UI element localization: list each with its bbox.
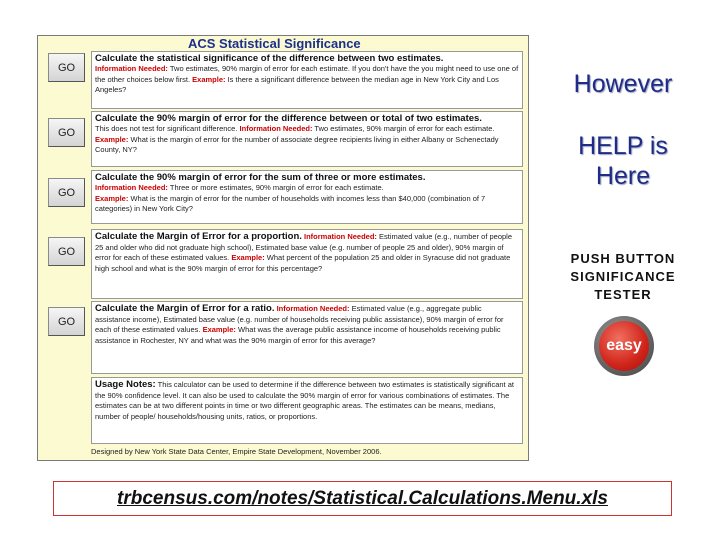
example-label: Example: [231, 253, 265, 263]
panel-title: ACS Statistical Significance [188, 36, 361, 51]
push-caption-line3: TESTER [594, 287, 652, 302]
example-text: Is there a significant difference between the median age in New York City and Los Angeles? [95, 74, 499, 95]
push-caption-line1: PUSH BUTTON [570, 251, 676, 266]
info-needed-label: Information Needed: [95, 64, 168, 73]
spreadsheet-url-link[interactable]: trbcensus.com/notes/Statistical.Calculations.Menu.xls [53, 481, 672, 516]
help-heading [548, 131, 698, 191]
info-needed-label: Information Needed: [304, 232, 377, 241]
example-label: Example: [95, 134, 129, 144]
easy-button-label: easy [599, 321, 649, 371]
info-needed-text: Two estimates, 90% margin of error for each estimate. If you don't have the you might need to use one of the other choices below first. [95, 64, 519, 84]
go-button-ratio-moe[interactable]: GO [48, 307, 85, 336]
section-proportion-moe [91, 229, 523, 299]
go-button-difference-moe[interactable]: GO [48, 118, 85, 147]
section-difference-significance [91, 51, 523, 109]
info-needed-text: Estimated value (e.g., number of people 25 and older who did not graduate high school), Estimated base value (e.g. number of people 25 and older), 90% margin of error for each of these estimated values. [95, 232, 513, 263]
info-needed-label: Information Needed: [95, 183, 168, 192]
info-needed-label: Information Needed: [239, 124, 313, 133]
section-heading: Calculate the statistical significance of the difference between two estimates. [95, 53, 444, 64]
help-heading-line1: HELP is [578, 132, 668, 160]
push-caption-line2: SIGNIFICANCE [570, 269, 676, 284]
example-label: Example: [95, 193, 129, 203]
usage-notes-text: This calculator can be used to determine if the difference between two estimates is statistically significant at the 90% confidence level. It can also be used to calculate the 90% margin of error for various combinations of estimates. The estimates can be at two different points in time or two different geographic areas. The estimates can be means, medians, number of people/ households/housing units, ratios, or proportions. [95, 380, 514, 421]
info-needed-text: Estimated value (e.g., aggregate public assistance income), Estimated base value (e.g. number of households receiving public assistance), 90% margin of error for each of these estimated values. [95, 304, 504, 335]
spreadsheet-panel [37, 35, 529, 461]
example-label: Example: [202, 325, 236, 335]
section-ratio-moe [91, 301, 523, 374]
example-label: Example: [192, 74, 226, 84]
go-button-difference-significance[interactable]: GO [48, 53, 85, 82]
section-note: This does not test for significant difference. [95, 124, 238, 133]
usage-notes [91, 377, 523, 444]
section-heading: Calculate the 90% margin of error for the sum of three or more estimates. [95, 172, 426, 183]
example-text: What is the margin of error for the number of associate degree recipients living in either Albany or Schenectady County, NY? [95, 134, 499, 155]
example-text: What percent of the population 25 and older in Syracuse did not graduate high school and what is the 90% margin of error for this percentage? [95, 253, 511, 273]
section-heading: Calculate the 90% margin of error for the difference between or total of two estimates. [95, 113, 482, 124]
however-heading: However [573, 70, 673, 98]
example-text: What was the average public assistance income of households receiving public assistance in Rochester, NY and what was the 90% margin of error for this average? [95, 325, 501, 345]
info-needed-text: Two estimates, 90% margin of error for each estimate. [314, 124, 495, 133]
info-needed-label: Information Needed: [276, 304, 350, 313]
credit-footer: Designed by New York State Data Center, Empire State Development, November 2006. [91, 447, 382, 456]
info-needed-text: Three or more estimates, 90% margin of error for each estimate. [169, 183, 384, 192]
usage-notes-label: Usage Notes: [95, 379, 156, 390]
easy-button[interactable] [594, 316, 654, 376]
push-button-caption [548, 250, 698, 304]
section-difference-moe [91, 111, 523, 167]
go-button-sum-moe[interactable]: GO [48, 178, 85, 207]
section-heading: Calculate the Margin of Error for a ratio. [95, 303, 275, 314]
help-heading-line2: Here [595, 162, 651, 190]
section-heading: Calculate the Margin of Error for a proportion. [95, 231, 302, 242]
section-sum-moe [91, 170, 523, 224]
go-button-proportion-moe[interactable]: GO [48, 237, 85, 266]
example-text: What is the margin of error for the number of households with incomes less than $40,000 (combination of 7 categories) in New York City? [95, 193, 486, 214]
